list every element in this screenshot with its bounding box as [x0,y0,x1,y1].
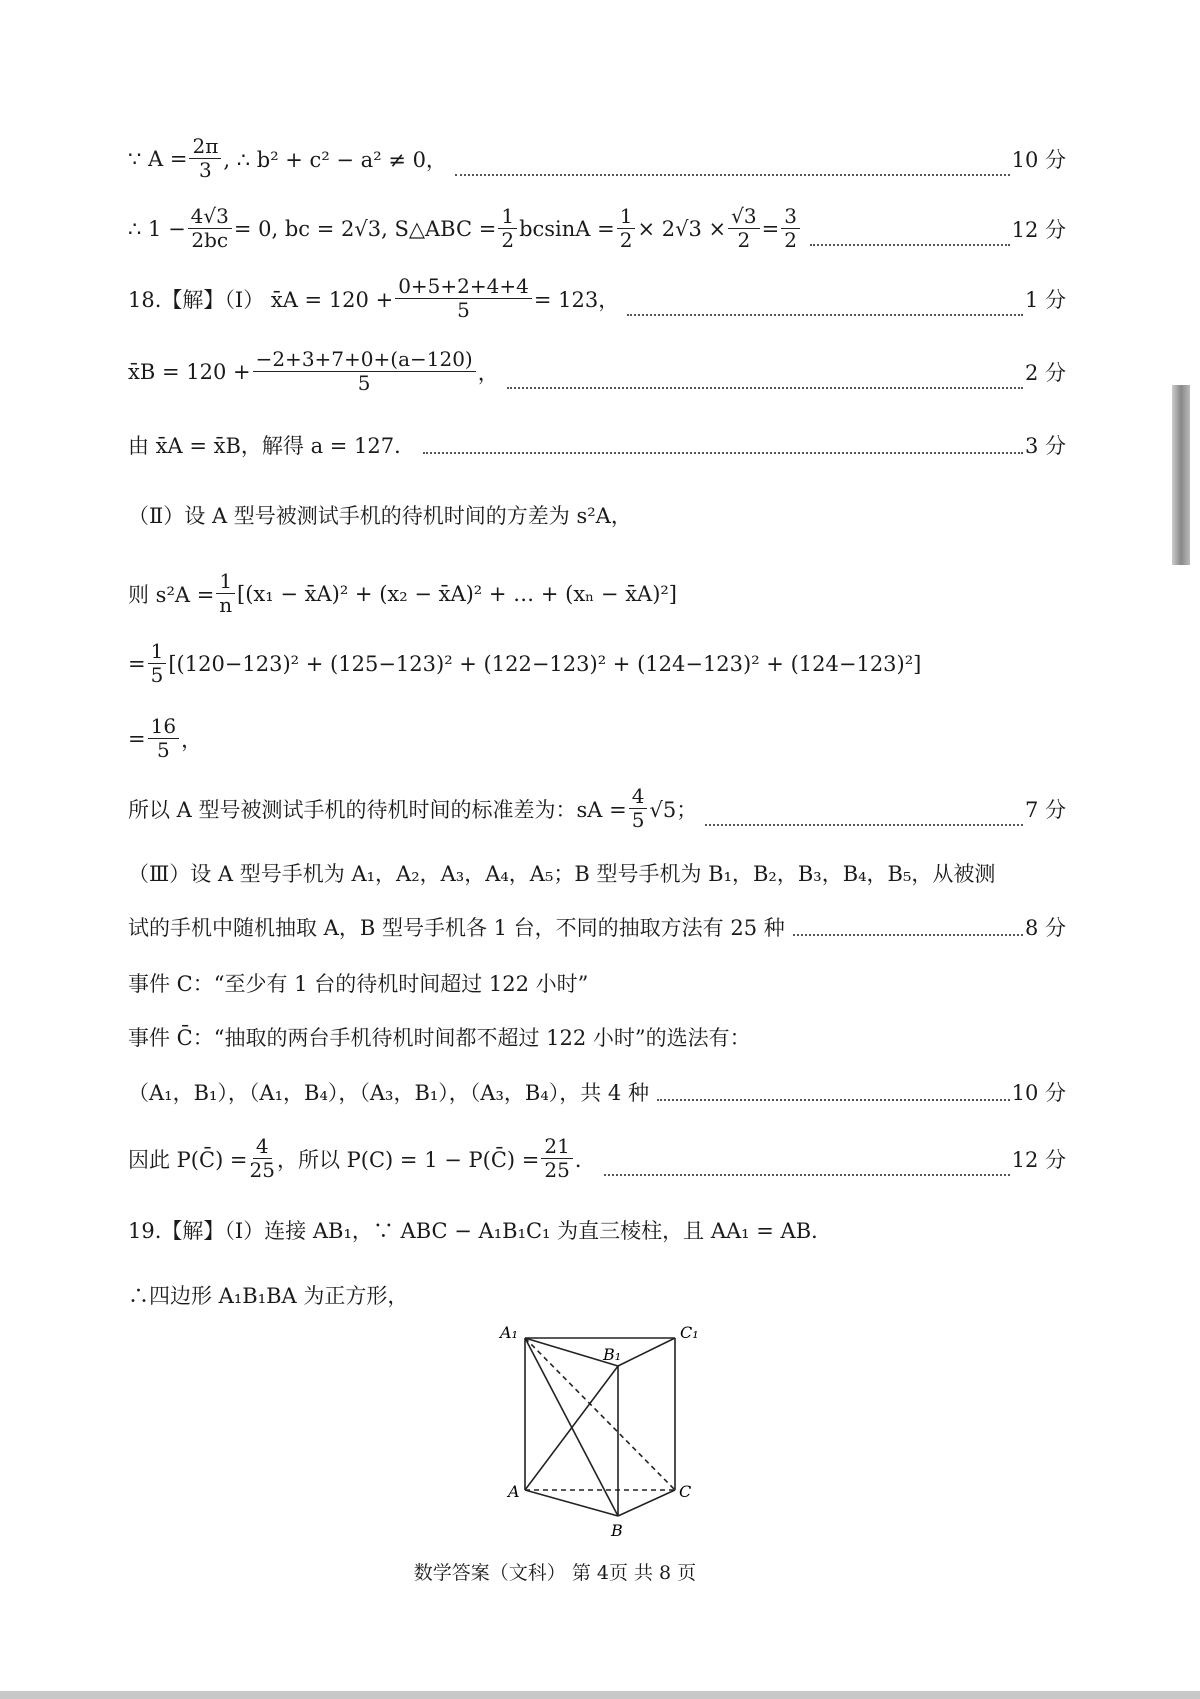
fraction [216,570,235,617]
label-c: C [679,1482,692,1501]
fraction [781,205,800,252]
label-b1: B₁ [603,1345,622,1364]
line-text: （Ⅲ）设 A 型号手机为 A₁，A₂，A₃，A₄，A₅；B 型号手机为 B₁，B₂，B₃，B₄，B₅，从被测 [128,862,996,886]
label-a1: A₁ [500,1323,518,1342]
fraction [629,785,648,832]
line-text: 因此 P(C̄) = [128,1147,248,1172]
solution-line [128,205,1066,252]
dot-leader [604,1174,1010,1176]
dot-leader [455,174,1010,176]
numerator: 1 [148,640,167,664]
line-text: [(x₁ − x̄A)² + (x₂ − x̄A)² + … + (xₙ − x̄A)²] [237,581,678,606]
line-text: （Ⅱ）设 A 型号被测试手机的待机时间的方差为 s²A， [128,504,632,528]
solution-line [128,858,1066,888]
line-text: ， [181,727,203,752]
line-text: = [761,216,780,241]
numerator: 4 [629,785,648,809]
numerator: 1 [498,205,517,229]
line-text: 事件 C̄：“抽取的两台手机待机时间都不超过 122 小时”的选法有： [128,1026,751,1050]
fraction [395,275,532,322]
score-mark: 2 分 [1024,360,1066,385]
line-text: 18.【解】（Ⅰ） x̄A = 120 + [128,287,394,312]
numerator: −2+3+7+0+(a−120) [253,348,476,372]
solution-line [128,1135,1066,1182]
denominator: 2 [619,228,633,252]
line-text: 则 s²A = [128,582,215,607]
dot-leader [793,934,1023,936]
line-text: ． [574,1147,596,1172]
label-b: B [611,1521,623,1540]
solution-line [128,1077,1066,1107]
denominator: 5 [457,298,470,322]
denominator: 3 [199,158,212,182]
fraction [188,205,232,252]
numerator: 3 [781,205,800,229]
line-text: ∴ 1 − [128,216,186,241]
line-text: = 123， [533,287,620,312]
fraction [541,1135,572,1182]
line-text: × 2√3 × [637,216,727,241]
line-text: ，所以 P(C) = 1 − P(C̄) = [276,1147,540,1172]
line-text: 19.【解】（Ⅰ）连接 AB₁，∵ ABC − A₁B₁C₁ 为直三棱柱，且 AA₁ = AB． [128,1219,833,1243]
score-mark: 12 分 [1011,217,1066,242]
fraction [617,205,636,252]
line-text: 试的手机中随机抽取 A，B 型号手机各 1 台，不同的抽取方法有 25 种 [128,916,785,940]
fraction [148,715,179,762]
fraction [189,135,221,182]
dot-leader [705,824,1023,826]
denominator: 5 [631,808,645,832]
line-text: ， [477,360,499,385]
dot-leader [627,314,1023,316]
score-mark: 10 分 [1011,147,1066,172]
line-text: = 0, bc = 2√3, S△ABC = [233,216,497,241]
dot-leader [507,387,1023,389]
edge-b1-c1 [618,1338,675,1366]
fraction [498,205,517,252]
numerator: 4 [253,1135,272,1159]
line-text: 事件 C：“至少有 1 台的待机时间超过 122 小时” [128,972,589,996]
fraction [250,1135,275,1182]
denominator: 25 [544,1158,570,1182]
dot-leader [657,1099,1010,1101]
score-mark: 12 分 [1011,1147,1066,1172]
solution-line [128,430,1066,460]
dot-leader [810,244,1010,246]
line-text: , ∴ b² + c² − a² ≠ 0， [223,147,447,172]
solution-line [128,785,1066,832]
line-text: [(120−123)² + (125−123)² + (122−123)² + (124−123)² + (124−123)²] [168,651,922,676]
solution-line [128,912,1066,942]
numerator: 4√3 [188,205,232,229]
denominator: n [219,593,233,617]
fraction [253,348,476,395]
solution-line [128,570,1066,617]
line-text: ∴四边形 A₁B₁BA 为正方形， [128,1284,409,1308]
numerator: 2π [189,135,221,159]
line-text: 由 x̄A = x̄B，解得 a = 127． [128,434,416,458]
label-a: A [508,1482,520,1501]
line-text: = [128,726,146,751]
line-text: （A₁，B₁），（A₁，B₄），（A₃，B₁），（A₃，B₄），共 4 种 [128,1081,649,1105]
scan-edge-mark [1172,385,1190,565]
solution-line [128,1022,1066,1052]
page-bottom-border [0,1691,1200,1699]
line-text: ∵ A = [128,146,188,171]
solution-line [128,135,1066,182]
score-mark: 1 分 [1024,287,1066,312]
line-text: √5； [649,797,698,822]
denominator: 2 [501,228,515,252]
fraction [148,640,167,687]
solution-line [128,1215,1066,1245]
denominator: 5 [357,371,371,395]
denominator: 2 [784,228,797,252]
numerator: 16 [148,715,179,739]
line-text: x̄B = 120 + [128,359,251,384]
page-footer: 数学答案（文科） 第 4页 共 8 页 [413,1562,697,1584]
edge-a-b [525,1490,618,1516]
denominator: 5 [156,738,170,762]
prism-diagram [480,1315,720,1545]
solution-line [128,968,1066,998]
numerator: 1 [216,570,235,594]
numerator: 21 [541,1135,572,1159]
denominator: 2bc [191,228,229,252]
solution-line [128,348,1066,395]
denominator: 25 [249,1158,275,1182]
numerator: 1 [617,205,636,229]
fraction [728,205,759,252]
denominator: 5 [150,663,164,687]
dot-leader [423,452,1023,454]
solution-line [128,715,1066,762]
score-mark: 3 分 [1024,434,1066,458]
score-mark: 7 分 [1024,797,1066,822]
score-mark: 10 分 [1011,1081,1066,1105]
line-text: = [128,651,146,676]
denominator: 2 [737,228,751,252]
solution-line [128,500,1066,530]
numerator: √3 [728,205,759,229]
line-text: 所以 A 型号被测试手机的待机时间的标准差为：sA = [128,797,627,822]
edge-b-c [618,1490,675,1516]
solution-line [128,1280,1066,1310]
score-mark: 8 分 [1024,916,1066,940]
solution-line [128,275,1066,322]
label-c1: C₁ [680,1323,699,1342]
solution-line [128,640,1066,687]
numerator: 0+5+2+4+4 [395,275,532,299]
line-text: bcsinA = [519,216,615,241]
